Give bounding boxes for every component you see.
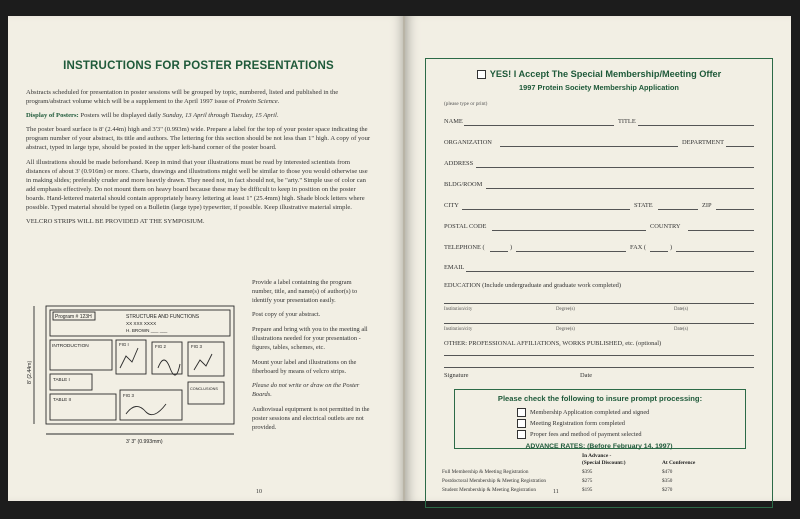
other-label: OTHER: PROFESSIONAL AFFILIATIONS, WORKS PUBLISHED, etc. (optional) — [444, 340, 662, 347]
print-note: (please type or print) — [444, 101, 488, 107]
other-field-2[interactable] — [444, 367, 754, 368]
checklist-item[interactable] — [517, 419, 625, 428]
fax-label: FAX ( — [630, 244, 647, 251]
postal-label: POSTAL CODE — [444, 223, 487, 230]
step-item: Post copy of your abstract. — [252, 311, 321, 319]
step-item: Mount your label and illustrations on the fiberboard by means of velcro strips. — [252, 358, 357, 375]
fax-area-field[interactable] — [650, 251, 668, 252]
name-label: NAME — [444, 118, 463, 125]
checklist-item[interactable] — [517, 408, 649, 417]
fig2-sketch — [158, 360, 180, 375]
title-field[interactable] — [638, 125, 754, 126]
page-title: INSTRUCTIONS FOR POSTER PRESENTATIONS — [63, 60, 334, 72]
date-label: Date — [580, 372, 593, 379]
fig1-sketch — [120, 348, 138, 368]
xx-label: XX XXX XXXX — [126, 321, 157, 326]
signature-label: Signature — [444, 372, 469, 379]
intro-paragraph: Abstracts scheduled for presentation in poster sessions will be grouped by topic, numbered, listed and published in the program/abstract volume which will be a supplement to the April 1997 issue of Protein Science. — [26, 89, 339, 106]
fig3-sketch — [194, 354, 212, 370]
state-field[interactable] — [658, 209, 698, 210]
av-note: Audiovisual equipment is not permitted in the poster sessions and electrical outlets are not provided. — [252, 406, 370, 431]
program-label: Program # 123H — [55, 314, 92, 320]
form-subheading: 1997 Protein Society Membership Application — [519, 83, 679, 92]
conclusions-panel — [188, 382, 224, 404]
accept-checkbox[interactable] — [477, 70, 486, 79]
email-field[interactable] — [466, 271, 754, 272]
rate-row-advance: $275 — [582, 478, 593, 484]
table2-label: TABLE II — [53, 397, 72, 402]
country-label: COUNTRY — [650, 223, 681, 230]
checklist-item[interactable] — [517, 430, 642, 439]
author-label: H. BROWN ___ ___ — [126, 328, 168, 333]
education-field-1[interactable] — [444, 303, 754, 304]
email-label: EMAIL — [444, 264, 465, 271]
degree-caption-2: Degree(s) — [556, 327, 575, 332]
display-paragraph: Display of Posters: Posters will be displayed daily Sunday, 13 April through Tuesday, 15 April. — [26, 112, 279, 120]
display-dates: Sunday, 13 April through Tuesday, 15 April — [162, 112, 277, 120]
fig3-label: FIG 3 — [191, 344, 202, 349]
other-field-1[interactable] — [444, 355, 754, 356]
display-label: Display of Posters: — [26, 112, 79, 120]
form-heading-text: YES! I Accept The Special Membership/Meeting Offer — [489, 69, 722, 79]
telephone-close: ) — [510, 244, 513, 251]
rate-row-label: Student Membership & Meeting Registration — [442, 487, 536, 493]
poster-board-diagram — [26, 298, 241, 448]
conclusions-label: CONCLUSIONS — [190, 387, 218, 391]
rate-row-label: Full Membership & Meeting Registration — [442, 469, 529, 475]
left-page — [8, 16, 405, 501]
checklist-item-label: Meeting Registration form completed — [530, 419, 625, 427]
country-field[interactable] — [688, 230, 754, 231]
fig2-label: FIG 2 — [155, 344, 166, 349]
telephone-area-field[interactable] — [490, 251, 508, 252]
bldg-field[interactable] — [486, 188, 754, 189]
membership-form — [425, 58, 773, 508]
city-label: CITY — [444, 202, 459, 209]
table1-label: TABLE I — [53, 377, 70, 382]
rates-title: ADVANCE RATES: (Before February 14, 1997) — [525, 443, 673, 450]
department-field[interactable] — [726, 146, 754, 147]
rates-advance-header: In Advance - — [582, 453, 612, 459]
title-label: TITLE — [618, 118, 636, 125]
checklist-item-label: Proper fees and method of payment selected — [530, 430, 642, 438]
telephone-field[interactable] — [516, 251, 626, 252]
degree-caption-1: Degree(s) — [556, 307, 575, 312]
step-item: Prepare and bring with you to the meeting all illustrations needed for your presentation - figures, tables, schemes, etc. — [252, 326, 368, 351]
bldg-label: BLDG/ROOM — [444, 181, 483, 188]
city-field[interactable] — [462, 209, 630, 210]
width-label: 3' 3" (0.993mm) — [126, 439, 163, 445]
form-heading — [426, 69, 772, 79]
zip-field[interactable] — [716, 209, 754, 210]
right-page — [405, 16, 791, 501]
state-label: STATE — [634, 202, 653, 209]
postal-field[interactable] — [492, 230, 646, 231]
checkbox[interactable] — [517, 419, 526, 428]
education-field-2[interactable] — [444, 323, 754, 324]
fig1-label: FIG I — [119, 342, 129, 347]
fig3b-label: FIG 3 — [123, 393, 134, 398]
structure-label: STRUCTURE AND FUNCTIONS — [126, 314, 200, 320]
telephone-label: TELEPHONE ( — [444, 244, 485, 251]
rate-row-advance: $195 — [582, 487, 593, 493]
journal-name: Protein Science — [236, 98, 278, 106]
rates-conference-header: At Conference — [662, 460, 696, 466]
rate-row-conference: $470 — [662, 469, 673, 475]
rate-row-advance: $395 — [582, 469, 593, 475]
rate-row-label: Postdoctoral Membership & Meeting Registration — [442, 478, 547, 484]
address-label: ADDRESS — [444, 160, 474, 167]
dates-caption-1: Date(s) — [674, 307, 689, 312]
checklist-item-label: Membership Application completed and signed — [530, 408, 650, 416]
steps-list — [252, 279, 370, 439]
rate-row-conference: $350 — [662, 478, 673, 484]
height-label: 8' (2.44m) — [27, 360, 33, 384]
institution-caption-1: Institution/city — [444, 307, 473, 312]
organization-label: ORGANIZATION — [444, 139, 492, 146]
rates-special-header: (Special Discount:) — [582, 460, 626, 466]
display-text: Posters will be displayed daily — [78, 112, 163, 120]
institution-caption-2: Institution/city — [444, 327, 473, 332]
address-field[interactable] — [476, 167, 754, 168]
intro-label: INTRODUCTION — [52, 344, 89, 349]
organization-field[interactable] — [500, 146, 678, 147]
intro-text: Abstracts scheduled for presentation in poster sessions will be grouped by topic, numbered, listed and published in the program/abstract volume which will be a supplement to the April 1997 issue of — [26, 89, 339, 106]
velcro-note: VELCRO STRIPS WILL BE PROVIDED AT THE SYMPOSIUM. — [26, 218, 205, 226]
page-number-left: 10 — [256, 489, 262, 495]
dates-caption-2: Date(s) — [674, 327, 689, 332]
checkbox[interactable] — [517, 430, 526, 439]
instructions-body — [26, 88, 371, 231]
fax-close: ) — [670, 244, 673, 251]
step-item: Provide a label containing the program number, title, and name(s) of author(s) to identify your presentation easily. — [252, 279, 358, 304]
board-paragraph: The poster board surface is 8' (2.44m) high and 3'3" (0.993m) wide. Prepare a label for the top of your poster space indicating the program number of your abstract, its title and authors. The lettering for this section should be not less than 1" high. A copy of your abstract, typed in large type, should be posted in the upper left-hand corner of the poster board. — [26, 126, 371, 152]
zip-label: ZIP — [702, 202, 712, 209]
illustrations-paragraph: All illustrations should be made beforehand. Keep in mind that your illustrations must be read by interested scientists from distances of about 3' (0.916m) or more. Charts, drawings and illustrations might well be similar to those you would otherwise use in making slides; preferably cruder and more heavily drawn. They need not, in fact should not, be "arty." Simple use of color can add emphasis effectively. Do not mount them on heavy board because these may be difficult to keep in position on the poster boards. Hand-lettered material should contain appropriately heavy lettering at least 1" (25.4mm) high. Shade block letters where possible. Typed material should be typed on a Bulletin (large type) typewriter, if possible. Keep illustrative material simple. — [26, 158, 368, 212]
name-field[interactable] — [464, 125, 614, 126]
warning-note: Please do not write or draw on the Poster Boards. — [252, 382, 360, 399]
department-label: DEPARTMENT — [682, 139, 724, 146]
checkbox[interactable] — [517, 408, 526, 417]
fax-field[interactable] — [676, 251, 754, 252]
rate-row-conference: $270 — [662, 487, 673, 493]
fig3b-sketch — [126, 404, 166, 415]
education-label: EDUCATION (Include undergraduate and graduate work completed) — [444, 282, 621, 289]
checklist-box — [454, 389, 746, 449]
page-number-right: 11 — [553, 489, 559, 495]
checklist-title: Please check the following to insure prompt processing: — [497, 394, 703, 403]
